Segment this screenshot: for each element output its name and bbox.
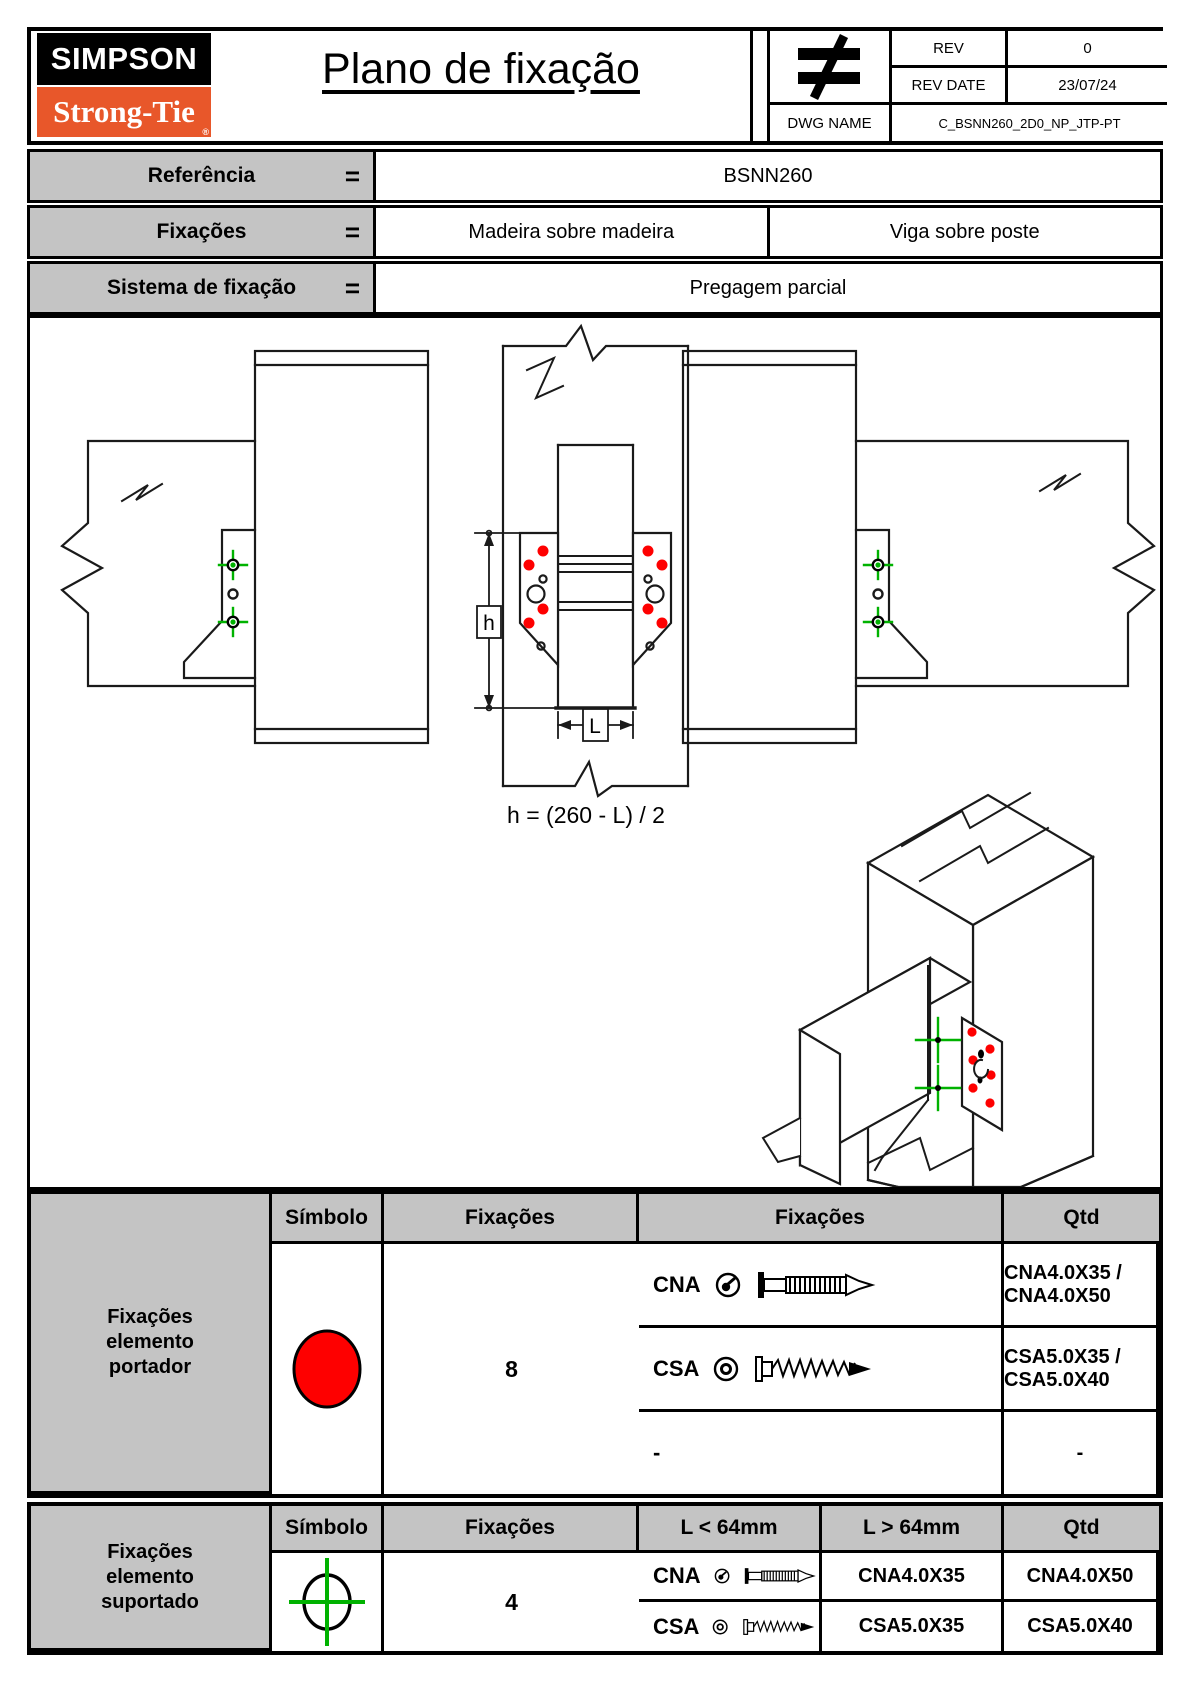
not-equal-glyph xyxy=(784,34,876,100)
suportado-csa-gt64: CSA5.0X40 xyxy=(1004,1602,1159,1651)
technical-drawing xyxy=(30,318,1160,1187)
drawing-area xyxy=(27,315,1163,1190)
nail-icon xyxy=(743,1559,819,1593)
middle-front-view xyxy=(475,326,688,828)
simpson-strongtie-logo xyxy=(37,33,211,139)
fixacoes-value-2: Viga sobre poste xyxy=(767,208,1161,256)
equals-sign: = xyxy=(344,160,360,191)
beam-break-wedge xyxy=(763,1118,800,1162)
header-qtd: Qtd xyxy=(1004,1194,1159,1244)
nail-hole xyxy=(874,590,883,599)
supported-fixing-symbols xyxy=(219,551,247,636)
not-equal-icon xyxy=(767,31,889,105)
portador-csa-value: CSA5.0X35 / CSA5.0X40 xyxy=(1004,1328,1159,1412)
fixacoes-label: Fixações = xyxy=(30,208,376,256)
info-row-sistema xyxy=(27,261,1163,315)
sistema-label: Sistema de fixação = xyxy=(30,264,376,312)
header-fixacoes: Fixações xyxy=(384,1506,639,1553)
hanger-straps xyxy=(558,556,633,610)
csa-head-icon xyxy=(711,1354,741,1384)
left-side-view xyxy=(62,351,428,743)
post-left-view xyxy=(255,351,428,743)
header-fixacoes-2: Fixações xyxy=(639,1194,1004,1244)
rev-date-label: REV DATE xyxy=(889,68,1005,105)
header-l-lt-64: L < 64mm xyxy=(639,1506,822,1553)
hanger-profile-right xyxy=(856,530,927,678)
header-divider xyxy=(750,27,753,145)
registered-mark: ® xyxy=(202,127,209,137)
break-mark xyxy=(527,358,563,398)
beam-right-view xyxy=(856,441,1154,686)
header-qtd: Qtd xyxy=(1004,1506,1159,1553)
portador-symbol-cell xyxy=(272,1244,384,1494)
portador-qtd: 8 xyxy=(384,1244,639,1494)
rev-date-value: 23/07/24 xyxy=(1005,68,1167,105)
suportado-row-csa: CSA xyxy=(639,1602,822,1651)
break-mark xyxy=(122,484,162,501)
rev-label: REV xyxy=(889,31,1005,68)
dim-h-label: h xyxy=(483,612,495,635)
table-fixacoes-suportado xyxy=(27,1502,1163,1655)
header-simbolo: Símbolo xyxy=(272,1194,384,1244)
suportado-row-cna: CNA xyxy=(639,1553,822,1602)
suportado-symbol-cell xyxy=(272,1553,384,1651)
equals-sign: = xyxy=(344,216,360,247)
red-circle-symbol xyxy=(283,1321,371,1417)
page-title: Plano de fixação xyxy=(322,45,640,93)
supported-fixing-symbols xyxy=(864,551,892,636)
height-formula: h = (260 - L) / 2 xyxy=(507,802,665,828)
suportado-cna-gt64: CNA4.0X50 xyxy=(1004,1553,1159,1602)
dwg-name-label: DWG NAME xyxy=(767,105,889,141)
table-fixacoes-portador xyxy=(27,1190,1163,1498)
nail-hole xyxy=(229,590,238,599)
post-right-view xyxy=(683,351,856,743)
csa-head-icon xyxy=(711,1612,729,1642)
portador-row-label: Fixações elemento portador xyxy=(31,1194,272,1494)
nail-icon xyxy=(755,1268,881,1302)
referencia-label: Referência = xyxy=(30,152,376,200)
header-l-gt-64: L > 64mm xyxy=(822,1506,1004,1553)
sistema-value: Pregagem parcial xyxy=(689,276,847,299)
sheet-frame xyxy=(27,27,1163,1655)
portador-row-dash: - xyxy=(639,1412,1004,1494)
header-fixacoes-1: Fixações xyxy=(384,1194,639,1244)
info-row-referencia xyxy=(27,149,1163,203)
suportado-row-label: Fixações elemento suportado xyxy=(31,1506,272,1651)
isometric-view xyxy=(763,793,1093,1187)
dwg-name-value: C_BSNN260_2D0_NP_JTP-PT xyxy=(889,105,1167,141)
green-crosshair-symbol xyxy=(279,1555,375,1649)
hanger-profile-left xyxy=(184,530,255,678)
screw-icon xyxy=(742,1610,819,1644)
cna-head-icon xyxy=(713,1561,731,1591)
revision-table xyxy=(767,31,1167,141)
cna-head-icon xyxy=(713,1270,743,1300)
rev-value: 0 xyxy=(1005,31,1167,68)
fixacoes-value-1: Madeira sobre madeira xyxy=(468,220,675,243)
beam-left-view xyxy=(62,441,255,686)
portador-dash-value: - xyxy=(1004,1412,1159,1494)
referencia-value: BSNN260 xyxy=(723,164,813,187)
suportado-cna-lt64: CNA4.0X35 xyxy=(822,1553,1004,1602)
right-side-view xyxy=(683,351,1154,743)
logo-strongtie: Strong-Tie ® xyxy=(37,87,211,137)
suportado-csa-lt64: CSA5.0X35 xyxy=(822,1602,1004,1651)
beam-end-face xyxy=(800,1030,840,1184)
equals-sign: = xyxy=(344,272,360,303)
portador-row-cna: CNA xyxy=(639,1244,1004,1328)
logo-simpson: SIMPSON xyxy=(37,33,211,85)
header-simbolo: Símbolo xyxy=(272,1506,384,1553)
title-block xyxy=(27,27,1163,145)
portador-cna-value: CNA4.0X35 / CNA4.0X50 xyxy=(1004,1244,1159,1328)
info-row-fixacoes xyxy=(27,205,1163,259)
dim-l-label: L xyxy=(589,715,601,738)
break-mark xyxy=(1040,474,1080,491)
screw-icon xyxy=(753,1352,879,1386)
dim-l xyxy=(558,709,633,741)
portador-row-csa: CSA xyxy=(639,1328,1004,1412)
suportado-qtd: 4 xyxy=(384,1553,639,1651)
